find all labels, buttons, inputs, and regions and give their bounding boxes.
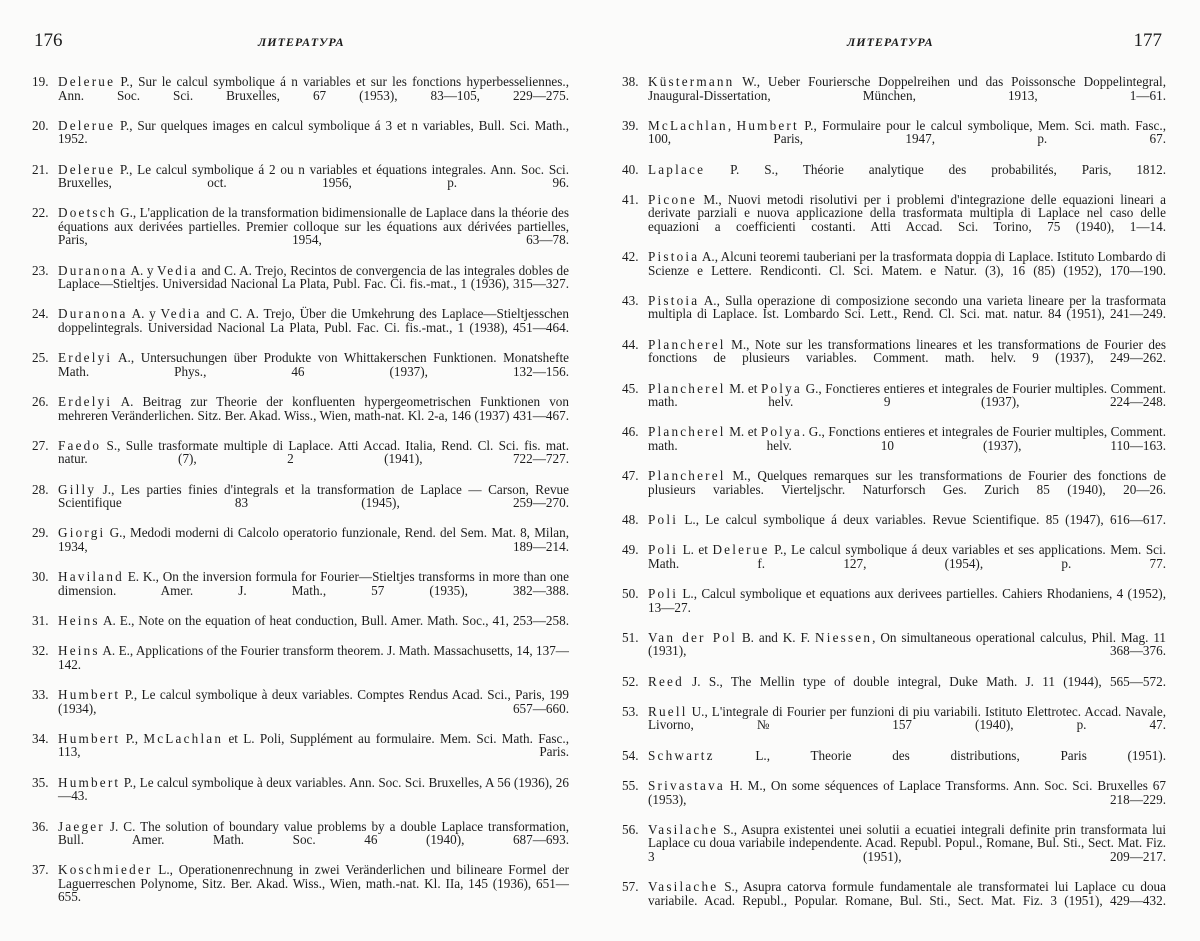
reference-body: A. E., Note on the equation of heat conduction, Bull. Amer. Math. Soc., 41, 253—258. [100, 613, 569, 628]
reference-author: Picone [648, 192, 697, 207]
reference-item [32, 863, 569, 917]
reference-text [58, 206, 569, 260]
reference-author: Humbert [58, 731, 120, 746]
reference-text [58, 75, 569, 116]
reference-author: Humbert [58, 687, 120, 702]
reference-item [622, 880, 1166, 921]
reference-author: Poli [648, 512, 678, 527]
reference-item [32, 570, 569, 611]
reference-author: Plancherel [648, 381, 726, 396]
reference-text [648, 163, 1166, 190]
running-head: ЛИТЕРАТУРА [847, 35, 934, 50]
reference-item [32, 206, 569, 260]
reference-author: Delerue [712, 542, 769, 557]
reference-item [32, 688, 569, 729]
reference-text [58, 307, 569, 348]
reference-author: McLachlan [648, 118, 728, 133]
reference-author: Humbert [737, 118, 799, 133]
reference-number: 33. [32, 688, 58, 729]
reference-author: McLachlan [143, 731, 223, 746]
reference-text [648, 75, 1166, 116]
reference-body: S., Asupra existentei unei solutii a ecuatiei integrali definite prin transformata lui Laplace cu doua variabile independente. Acad. Republ. Popul., Romane, Bul. Sti., Sect. Mat. Fiz. 3 (1951), 209—217. [648, 822, 1166, 864]
left-page [0, 0, 600, 941]
reference-author: Duranona [58, 306, 128, 321]
reference-item [622, 294, 1166, 335]
reference-item [32, 307, 569, 348]
reference-body: and C. A. Trejo, Recintos de convergencia de las integrales dobles de Laplace—Stieltjes. Universidad Nacional La Plata, Publ. Fac. Ci. fis.-mat., 1 (1936), 315—327. [58, 263, 569, 292]
reference-item [32, 163, 569, 204]
reference-body: P., Sur le calcul symbolique á n variables et sur les fonctions hyperbesseliennes., Ann. Soc. Sci. Bruxelles, 67 (1953), 83—105, 229—275. [58, 74, 569, 103]
reference-body: B. and K. F. [737, 630, 815, 645]
reference-author: Delerue [58, 118, 115, 133]
reference-number: 35. [32, 776, 58, 817]
reference-item [32, 439, 569, 480]
reference-item [622, 587, 1166, 628]
reference-item [622, 469, 1166, 510]
reference-body: et L. Poli, Supplément au formulaire. Mem. Sci. Math. Fasc., 113, Paris. [58, 731, 569, 760]
reference-text [648, 675, 1166, 702]
reference-body: A., Sulla operazione di composizione secondo una varieta lineare per la trasformata multipla di Laplace. Ist. Lombardo Sci. Lett., Rend. Cl. Sci. mat. natur. 84 (1951), 241—249. [648, 293, 1166, 322]
reference-number: 37. [32, 863, 58, 917]
reference-number: 47. [622, 469, 648, 510]
reference-text [58, 820, 569, 861]
reference-body: , [728, 118, 737, 133]
reference-item [622, 675, 1166, 702]
reference-text [648, 338, 1166, 379]
reference-item [622, 119, 1166, 160]
reference-text [648, 880, 1166, 921]
reference-author: Erdelyi [58, 394, 112, 409]
reference-author: Küstermann [648, 74, 734, 89]
reference-author: Duranona [58, 263, 128, 278]
reference-body: G., Fonctieres entieres et integrales de Fourier multiples. Comment. math. helv. 9 (1937), 224—248. [648, 381, 1166, 410]
reference-number: 40. [622, 163, 648, 190]
reference-body: M., Quelques remarques sur les transformations de Fourier des fonctions de plusieurs variables. Vierteljschr. Naturforsch Ges. Zurich 85 (1940), 20—26. [648, 468, 1166, 497]
reference-body: L., Operationenrechnung in zwei Veränderlichen und bilineare Formel der Laguerreschen Polynome, Sitz. Ber. Akad. Wiss., Wien, math.-nat. Kl. IIa, 145 (1936), 651—655. [58, 862, 569, 904]
reference-text [648, 294, 1166, 335]
reference-item [32, 776, 569, 817]
reference-text [648, 250, 1166, 291]
reference-author: Humbert [58, 775, 120, 790]
reference-author: Plancherel [648, 424, 726, 439]
reference-author: Delerue [58, 162, 115, 177]
reference-number: 26. [32, 395, 58, 436]
reference-body: A. y [128, 306, 161, 321]
reference-text [648, 193, 1166, 247]
reference-number: 30. [32, 570, 58, 611]
reference-number: 46. [622, 425, 648, 466]
reference-body: P., Le calcul symbolique à deux variables. Ann. Soc. Sci. Bruxelles, A 56 (1936), 26—43. [58, 775, 569, 804]
reference-author: Plancherel [648, 468, 726, 483]
reference-text [58, 688, 569, 729]
reference-item [622, 382, 1166, 423]
reference-body: S., Asupra catorva formule fundamentale ale transformatei lui Laplace cu doua variabile. Acad. Republ., Popular. Romane, Bul. Sti., Sect. Mat. Fiz. 3 (1951), 429—432. [648, 879, 1166, 908]
reference-body: L., Theorie des distributions, Paris (1951). [715, 748, 1166, 763]
reference-body: P. S., Théorie analytique des probabilités, Paris, 1812. [705, 162, 1166, 177]
reference-number: 25. [32, 351, 58, 392]
reference-text [648, 779, 1166, 820]
reference-body: P., Sur quelques images en calcul symbolique á 3 et n variables, Bull. Sci. Math., 1952. [58, 118, 569, 147]
reference-text [58, 526, 569, 567]
reference-text [648, 119, 1166, 160]
reference-author: Vedia [161, 306, 202, 321]
reference-body: L., Calcul symbolique et equations aux derivees partielles. Cahiers Rhodaniens, 4 (1952), 13—27. [648, 586, 1166, 615]
reference-text [58, 264, 569, 305]
reference-number: 21. [32, 163, 58, 204]
reference-list [622, 75, 1166, 924]
reference-text [648, 543, 1166, 584]
reference-text [648, 425, 1166, 466]
reference-text [648, 749, 1166, 776]
reference-author: Ruell [648, 704, 688, 719]
right-page [600, 0, 1200, 941]
reference-text [58, 351, 569, 392]
reference-author: Srivastava [648, 778, 725, 793]
reference-author: Laplace [648, 162, 705, 177]
reference-body: H. M., On some séquences of Laplace Transforms. Ann. Soc. Sci. Bruxelles 67 (1953), 218—229. [648, 778, 1166, 807]
reference-body: P., Le calcul symbolique á 2 ou n variables et équations integrales. Ann. Soc. Sci. Bruxelles, oct. 1956, p. 96. [58, 162, 569, 191]
reference-item [622, 338, 1166, 379]
reference-author: Vasilache [648, 879, 718, 894]
reference-number: 22. [32, 206, 58, 260]
reference-item [32, 644, 569, 685]
reference-author: Heins [58, 613, 100, 628]
reference-item [622, 823, 1166, 877]
reference-author: Reed [648, 674, 684, 689]
reference-item [622, 513, 1166, 540]
reference-number: 20. [32, 119, 58, 160]
reference-item [32, 732, 569, 773]
reference-text [58, 395, 569, 436]
reference-text [58, 732, 569, 773]
reference-body: . G., Fonctions entieres et integrales de Fourier multiples, Comment. math. helv. 10 (1937), 110—163. [648, 424, 1166, 453]
reference-body: J. C. The solution of boundary value problems by a double Laplace transformation, Bull. Amer. Math. Soc. 46 (1940), 687—693. [58, 819, 569, 848]
reference-body: G., Medodi moderni di Calcolo operatorio funzionale, Rend. del Sem. Mat. 8, Milan, 1934, 189—214. [58, 525, 569, 554]
reference-author: Delerue [58, 74, 115, 89]
reference-author: Polya [761, 424, 802, 439]
reference-author: Schwartz [648, 748, 715, 763]
reference-number: 31. [32, 614, 58, 641]
reference-author: Poli [648, 542, 678, 557]
reference-item [32, 351, 569, 392]
reference-author: Pistoia [648, 293, 699, 308]
reference-number: 56. [622, 823, 648, 877]
reference-body: M. et [726, 381, 761, 396]
reference-body: P., Le calcul symbolique à deux variables. Comptes Rendus Acad. Sci., Paris, 199 (1934), 657—660. [58, 687, 569, 716]
reference-item [32, 483, 569, 524]
reference-author: Polya [761, 381, 802, 396]
reference-item [622, 779, 1166, 820]
reference-body: E. K., On the inversion formula for Fourier—Stieltjes transforms in more than one dimension. Amer. J. Math., 57 (1935), 382—388. [58, 569, 569, 598]
reference-text [58, 570, 569, 611]
page-number: 176 [34, 30, 63, 52]
reference-body: and C. A. Trejo, Über die Umkehrung des Laplace—Stieltjesschen doppelintegrals. Universidad Nacional La Plata, Publ. Fac. Ci. fis.-mat., 1 (1938), 451—464. [58, 306, 569, 335]
reference-author: Gilly [58, 482, 96, 497]
reference-number: 36. [32, 820, 58, 861]
reference-number: 45. [622, 382, 648, 423]
reference-text [58, 483, 569, 524]
reference-text [58, 614, 569, 641]
reference-author: Vedia [157, 263, 198, 278]
reference-body: A. y [128, 263, 157, 278]
reference-number: 49. [622, 543, 648, 584]
reference-body: J. S., The Mellin type of double integral, Duke Math. J. 11 (1944), 565—572. [684, 674, 1166, 689]
reference-body: M. et [726, 424, 761, 439]
reference-number: 28. [32, 483, 58, 524]
reference-number: 38. [622, 75, 648, 116]
reference-text [58, 439, 569, 480]
reference-text [648, 513, 1166, 540]
reference-body: , On simultaneous operational calculus, Phil. Mag. 11 (1931), 368—376. [648, 630, 1166, 659]
reference-list [32, 75, 569, 921]
reference-number: 34. [32, 732, 58, 773]
reference-author: Van der Pol [648, 630, 737, 645]
page-number: 177 [1134, 30, 1163, 52]
reference-text [58, 119, 569, 160]
reference-number: 53. [622, 705, 648, 746]
reference-author: Doetsch [58, 205, 117, 220]
reference-body: G., L'application de la transformation bidimensionalle de Laplace dans la théorie des équations aux derivées partielles. Premier colloque sur les équations aux dérivées partielles, Paris, 1954, 63—78. [58, 205, 569, 247]
reference-number: 27. [32, 439, 58, 480]
reference-item [622, 250, 1166, 291]
reference-number: 39. [622, 119, 648, 160]
reference-number: 23. [32, 264, 58, 305]
reference-body: M., Nuovi metodi risolutivi per i problemi d'integrazione delle equazioni lineari a derivate parziali e nuova applicazione della trasformata multipla di Laplace nel caso delle equazioni a coefficienti costanti. Atti Accad. Sci. Torino, 75 (1940), 1—14. [648, 192, 1166, 234]
reference-author: Faedo [58, 438, 101, 453]
reference-item [32, 526, 569, 567]
reference-item [622, 163, 1166, 190]
reference-item [32, 395, 569, 436]
reference-body: U., L'integrale di Fourier per funzioni di piu variabili. Istituto Elettrotec. Accad. Navale, Livorno, № 157 (1940), p. 47. [648, 704, 1166, 733]
reference-body: L. et [678, 542, 712, 557]
reference-number: 32. [32, 644, 58, 685]
reference-author: Koschmieder [58, 862, 153, 877]
reference-body: A., Untersuchungen über Produkte von Whittakerschen Funktionen. Monatshefte Math. Phys., 46 (1937), 132—156. [58, 350, 569, 379]
reference-body: S., Sulle trasformate multiple di Laplace. Atti Accad. Italia, Rend. Cl. Sci. fis. mat. natur. (7), 2 (1941), 722—727. [58, 438, 569, 467]
reference-author: Vasilache [648, 822, 718, 837]
reference-text [648, 382, 1166, 423]
reference-author: Heins [58, 643, 100, 658]
running-head: ЛИТЕРАТУРА [258, 35, 345, 50]
reference-item [32, 119, 569, 160]
reference-number: 19. [32, 75, 58, 116]
reference-number: 54. [622, 749, 648, 776]
reference-author: Jaeger [58, 819, 105, 834]
reference-number: 57. [622, 880, 648, 921]
reference-author: Plancherel [648, 337, 726, 352]
reference-item [622, 75, 1166, 116]
reference-item [32, 614, 569, 641]
reference-author: Haviland [58, 569, 124, 584]
reference-author: Giorgi [58, 525, 105, 540]
reference-number: 51. [622, 631, 648, 672]
reference-number: 43. [622, 294, 648, 335]
reference-text [648, 587, 1166, 628]
reference-number: 48. [622, 513, 648, 540]
reference-item [32, 75, 569, 116]
reference-body: A. E., Applications of the Fourier transform theorem. J. Math. Massachusetts, 14, 137—142. [58, 643, 569, 672]
reference-number: 44. [622, 338, 648, 379]
reference-text [648, 705, 1166, 746]
reference-author: Pistoia [648, 249, 699, 264]
reference-text [58, 863, 569, 917]
reference-number: 52. [622, 675, 648, 702]
reference-body: A., Alcuni teoremi tauberiani per la trasformata doppia di Laplace. Istituto Lombardo di Scienze e Lettere. Rendiconti. Cl. Sci. Matem. e Natur. (3), 16 (85) (1952), 170—190. [648, 249, 1166, 278]
reference-item [622, 631, 1166, 672]
reference-number: 24. [32, 307, 58, 348]
reference-body: J., Les parties finies d'integrals et la transformation de Laplace — Carson, Revue Scientifique 83 (1945), 259—270. [58, 482, 569, 511]
reference-item [32, 264, 569, 305]
reference-body: M., Note sur les transformations lineares et les transformations de Fourier des fonctions de plusieurs variables. Comment. math. helv. 9 (1937), 249—262. [648, 337, 1166, 366]
reference-item [32, 820, 569, 861]
reference-text [58, 644, 569, 685]
reference-body: W., Ueber Fouriersche Doppelreihen und das Poissonsche Doppelintegral, Jnaugural-Dissertation, München, 1913, 1—61. [648, 74, 1166, 103]
reference-number: 55. [622, 779, 648, 820]
reference-item [622, 543, 1166, 584]
reference-item [622, 425, 1166, 466]
reference-body: P., Le calcul symbolique á deux variables et ses applications. Mem. Sci. Math. f. 127, (1954), p. 77. [648, 542, 1166, 571]
reference-text [58, 163, 569, 204]
reference-author: Poli [648, 586, 678, 601]
reference-text [648, 469, 1166, 510]
reference-text [58, 776, 569, 817]
reference-number: 29. [32, 526, 58, 567]
reference-item [622, 705, 1166, 746]
reference-text [648, 631, 1166, 672]
reference-item [622, 193, 1166, 247]
reference-body: L., Le calcul symbolique á deux variables. Revue Scientifique. 85 (1947), 616—617. [678, 512, 1166, 527]
reference-text [648, 823, 1166, 877]
reference-number: 41. [622, 193, 648, 247]
reference-number: 50. [622, 587, 648, 628]
reference-number: 42. [622, 250, 648, 291]
reference-body: P., Formulaire pour le calcul symbolique, Mem. Sci. math. Fasc., 100, Paris, 1947, p. 67. [648, 118, 1166, 147]
reference-body: A. Beitrag zur Theorie der konfluenten hypergeometrischen Funktionen von mehreren Veränderlichen. Sitz. Ber. Akad. Wiss., Wien, math-nat. Kl. 2-a, 146 (1937) 431—467. [58, 394, 569, 423]
reference-body: P., [120, 731, 143, 746]
reference-item [622, 749, 1166, 776]
reference-author: Niessen [815, 630, 872, 645]
reference-author: Erdelyi [58, 350, 112, 365]
